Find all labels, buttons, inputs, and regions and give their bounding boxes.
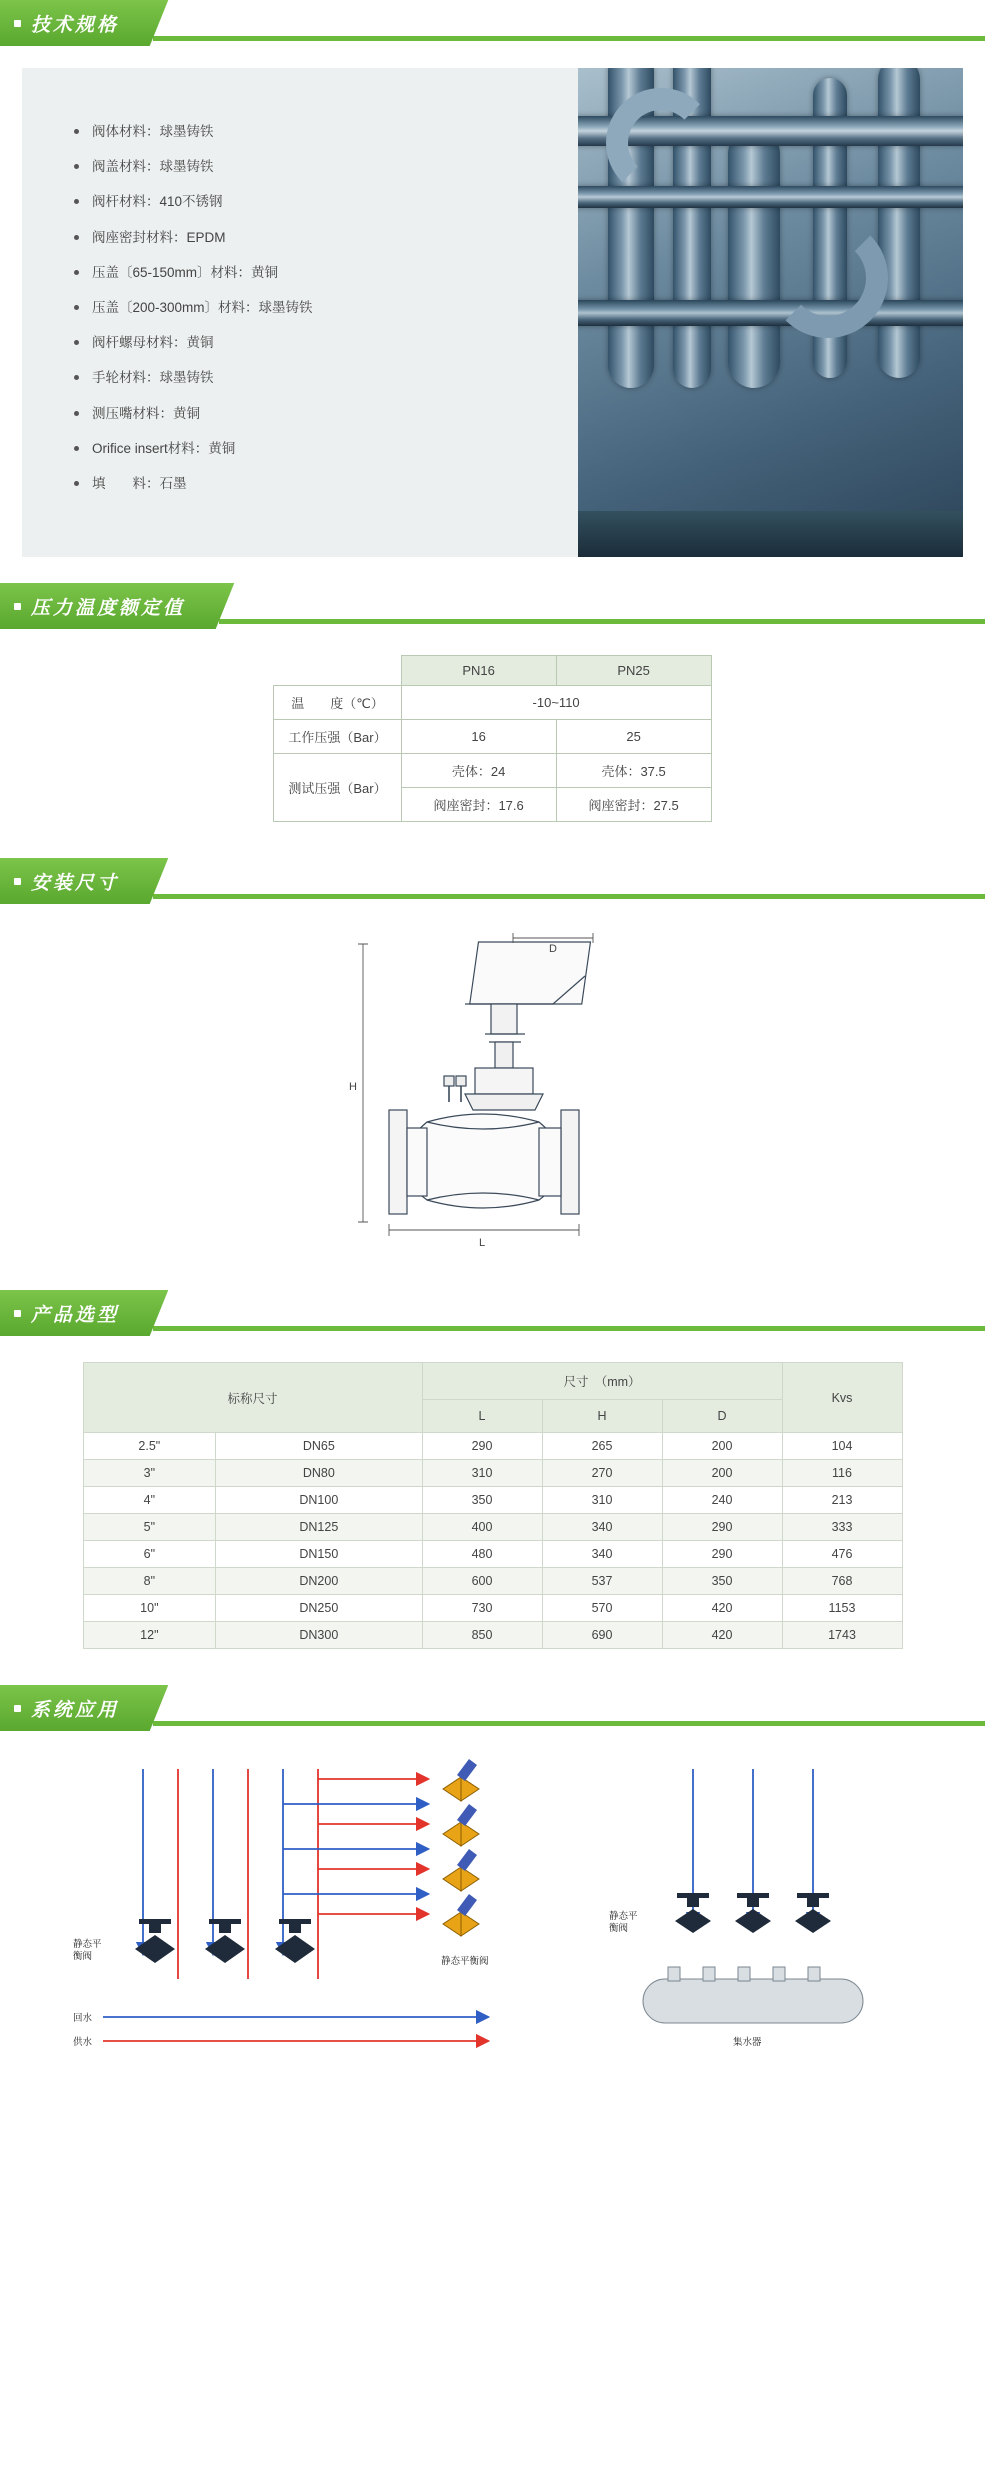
dim-label-d: D (548, 943, 557, 956)
spec-list (22, 84, 578, 541)
header-rule (219, 619, 985, 624)
cell-inch: 3" (83, 1460, 216, 1487)
cell-h: 310 (542, 1487, 662, 1514)
row-label-working-pressure: 工作压强（Bar） (274, 720, 401, 754)
dim-label-h: H (348, 1081, 357, 1094)
list-item: 阀体材料：球墨铸铁 (74, 124, 578, 140)
cell-d: 240 (662, 1487, 782, 1514)
cell-l: 730 (422, 1595, 542, 1622)
label-balance-valve-right: 静态平 (608, 1911, 638, 1923)
cell-dn: DN250 (216, 1595, 422, 1622)
table-header-row (83, 1363, 902, 1400)
cell-h: 340 (542, 1514, 662, 1541)
pressure-temp-table (273, 655, 711, 822)
cell-d: 290 (662, 1514, 782, 1541)
cell-h: 570 (542, 1595, 662, 1622)
section-title-system: 系统应用 (31, 1699, 120, 1721)
cell-l: 850 (422, 1622, 542, 1649)
section-header-system (0, 1685, 985, 1731)
cell-dn: DN65 (216, 1433, 422, 1460)
section-title-spec: 技术规格 (31, 14, 120, 36)
row-label-test-pressure: 测试压强（Bar） (274, 754, 401, 822)
col-nominal-size: 标称尺寸 (83, 1363, 422, 1433)
section-title-selection: 产品选型 (31, 1304, 120, 1326)
branch-valve-symbol-group (443, 1759, 479, 1936)
cell-d: 200 (662, 1460, 782, 1487)
col-empty (274, 656, 401, 686)
cell-working-pressure-pn16: 16 (401, 720, 556, 754)
cell-kvs: 333 (782, 1514, 902, 1541)
cell-kvs: 213 (782, 1487, 902, 1514)
section-title-dimensions: 安装尺寸 (31, 872, 120, 894)
list-item: 阀杆材料：410不锈钢 (74, 194, 578, 210)
cell-dn: DN125 (216, 1514, 422, 1541)
section-header-pressure-temp (0, 583, 985, 629)
table-header-row (274, 656, 711, 686)
cell-dn: DN200 (216, 1568, 422, 1595)
product-selection-table (83, 1362, 903, 1649)
cell-h: 537 (542, 1568, 662, 1595)
cell-kvs: 1153 (782, 1595, 902, 1622)
section-title-spec-box (0, 0, 137, 46)
cell-dn: DN100 (216, 1487, 422, 1514)
valve-dimension-drawing (213, 924, 773, 1254)
table-row (274, 754, 711, 788)
table-row (83, 1622, 902, 1649)
selection-table-wrap (0, 1336, 985, 1659)
row-label-temperature: 温 度（℃） (274, 686, 401, 720)
cell-l: 350 (422, 1487, 542, 1514)
cell-d: 350 (662, 1568, 782, 1595)
col-size-group: 尺寸 （mm） (422, 1363, 782, 1400)
system-application-diagram (43, 1749, 943, 2149)
balance-valve-symbol-group (135, 1919, 315, 1963)
cell-l: 400 (422, 1514, 542, 1541)
cell-test-pressure-body-pn25: 壳体：37.5 (556, 754, 711, 788)
header-rule (153, 36, 985, 41)
table-row (83, 1460, 902, 1487)
list-item: 测压嘴材料：黄铜 (74, 406, 578, 422)
col-kvs: Kvs (782, 1363, 902, 1433)
table-row (83, 1541, 902, 1568)
list-item: Orifice insert材料：黄铜 (74, 441, 578, 457)
list-item: 阀杆螺母材料：黄铜 (74, 335, 578, 351)
table-row (83, 1568, 902, 1595)
system-application-diagram-wrap (0, 1731, 985, 2189)
label-supply-water: 供水 (72, 2037, 92, 2049)
dimension-drawing-wrap (0, 904, 985, 1264)
table-row (274, 686, 711, 720)
list-item: 手轮材料：球墨铸铁 (74, 370, 578, 386)
label-balance-valve-branch: 静态平衡阀 (440, 1956, 489, 1968)
section-title-sel-box (0, 1290, 137, 1336)
section-title-dim-box (0, 858, 137, 904)
table-row (83, 1595, 902, 1622)
cell-inch: 12" (83, 1622, 216, 1649)
cell-h: 340 (542, 1541, 662, 1568)
cell-l: 480 (422, 1541, 542, 1568)
col-d: D (662, 1400, 782, 1433)
cell-d: 420 (662, 1595, 782, 1622)
cell-l: 290 (422, 1433, 542, 1460)
bullet-square-icon (14, 1310, 21, 1317)
cell-inch: 10" (83, 1595, 216, 1622)
cell-test-pressure-seat-pn16: 阀座密封：17.6 (401, 788, 556, 822)
cell-dn: DN300 (216, 1622, 422, 1649)
cell-dn: DN150 (216, 1541, 422, 1568)
label-balance-valve-left-2: 衡阀 (72, 1951, 92, 1963)
list-item: 阀座密封材料：EPDM (74, 230, 578, 246)
cell-kvs: 104 (782, 1433, 902, 1460)
section-header-selection (0, 1290, 985, 1336)
spec-panel (22, 68, 963, 557)
table-row (83, 1487, 902, 1514)
section-title-pressure-temp: 压力温度额定值 (31, 597, 186, 619)
cell-l: 600 (422, 1568, 542, 1595)
section-title-sys-box (0, 1685, 137, 1731)
bullet-square-icon (14, 878, 21, 885)
cell-h: 270 (542, 1460, 662, 1487)
cell-working-pressure-pn25: 25 (556, 720, 711, 754)
cell-inch: 8" (83, 1568, 216, 1595)
list-item: 填 料：石墨 (74, 476, 578, 492)
header-rule (153, 1326, 985, 1331)
header-rule (153, 1721, 985, 1726)
bullet-square-icon (14, 1705, 21, 1712)
section-header-dimensions (0, 858, 985, 904)
cell-kvs: 768 (782, 1568, 902, 1595)
cell-kvs: 476 (782, 1541, 902, 1568)
table-row (83, 1514, 902, 1541)
list-item: 阀盖材料：球墨铸铁 (74, 159, 578, 175)
cell-l: 310 (422, 1460, 542, 1487)
section-title-pt-box (0, 583, 203, 629)
cell-test-pressure-seat-pn25: 阀座密封：27.5 (556, 788, 711, 822)
col-pn25: PN25 (556, 656, 711, 686)
list-item: 压盖〔200-300mm〕材料：球墨铸铁 (74, 300, 578, 316)
cell-h: 690 (542, 1622, 662, 1649)
cell-d: 200 (662, 1433, 782, 1460)
col-l: L (422, 1400, 542, 1433)
list-item: 压盖〔65-150mm〕材料：黄铜 (74, 265, 578, 281)
cell-kvs: 116 (782, 1460, 902, 1487)
cell-temperature-range: -10~110 (401, 686, 711, 720)
label-balance-valve-left: 静态平 (72, 1939, 102, 1951)
cell-test-pressure-body-pn16: 壳体：24 (401, 754, 556, 788)
bullet-square-icon (14, 20, 21, 27)
label-balance-valve-right-2: 衡阀 (608, 1923, 628, 1935)
label-return-water: 回水 (72, 2013, 92, 2025)
balance-valve-symbol-group-right (675, 1893, 831, 1933)
bullet-square-icon (14, 603, 21, 610)
industrial-pipes-photo (578, 68, 963, 557)
cell-d: 290 (662, 1541, 782, 1568)
water-collector (643, 1967, 863, 2023)
cell-inch: 6" (83, 1541, 216, 1568)
header-rule (153, 894, 985, 899)
section-header-spec (0, 0, 985, 46)
cell-dn: DN80 (216, 1460, 422, 1487)
cell-kvs: 1743 (782, 1622, 902, 1649)
cell-inch: 4" (83, 1487, 216, 1514)
cell-inch: 5" (83, 1514, 216, 1541)
col-pn16: PN16 (401, 656, 556, 686)
label-collector: 集水器 (732, 2037, 762, 2049)
cell-inch: 2.5" (83, 1433, 216, 1460)
dim-label-l: L (478, 1237, 485, 1250)
col-h: H (542, 1400, 662, 1433)
cell-d: 420 (662, 1622, 782, 1649)
pressure-temp-table-wrap (0, 629, 985, 832)
table-row (274, 720, 711, 754)
table-row (83, 1433, 902, 1460)
cell-h: 265 (542, 1433, 662, 1460)
